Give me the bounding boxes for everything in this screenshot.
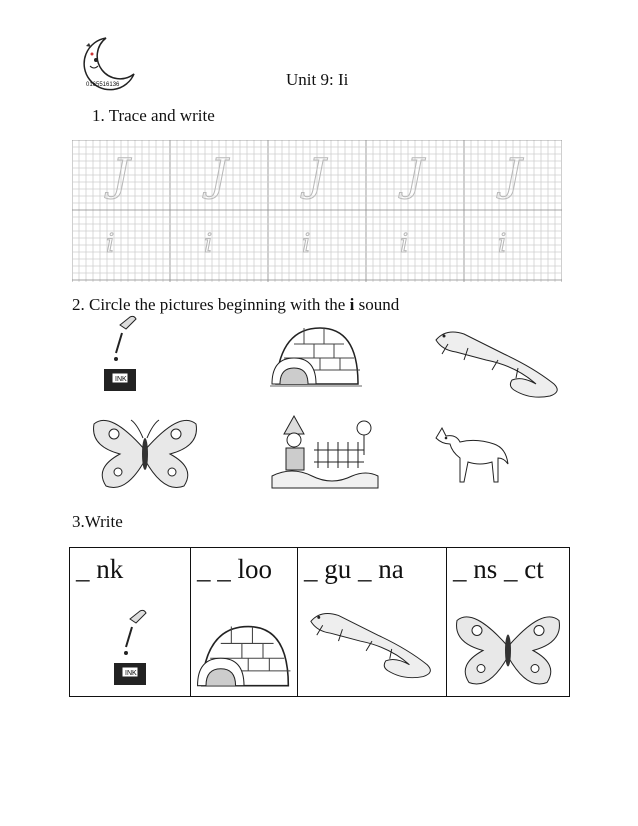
iguana-icon [298,600,446,692]
trace-letter-upper: J [112,150,130,201]
section-3-heading: 3.Write [72,512,123,531]
trace-letter-lower: i [498,229,507,259]
trace-letter-upper: J [406,150,424,201]
tracing-grid [72,140,562,282]
iguana-icon [428,320,568,410]
write-prompt: _ ns _ ct [453,554,544,584]
write-prompt: _ nk [76,554,124,584]
ink-label: INK [125,670,137,677]
section-2-bold: i [349,295,355,314]
write-cell[interactable] [70,548,191,697]
page-title: Unit 9: Ii [286,70,349,89]
trace-letter-upper: J [504,150,522,201]
write-cell[interactable] [298,548,447,697]
write-cell[interactable] [191,548,298,697]
igloo-icon [270,318,362,390]
butterfly-icon [90,410,200,495]
butterfly-icon [447,606,569,692]
section-1-heading: 1. Trace and write [92,106,215,125]
moon-logo [76,34,140,94]
section-2-heading [72,295,399,315]
fox-icon [432,418,512,488]
ink-icon [90,315,150,395]
trace-letter-lower: i [400,229,409,259]
trace-letter-lower: i [302,229,311,259]
write-prompt: _ _ loo [197,554,273,584]
logo-label: 0165516136 [86,82,120,88]
trace-letter-lower: i [204,229,213,259]
write-cell[interactable] [447,548,570,697]
section-2-prefix: 2. Circle the pictures beginning with the [72,295,350,314]
section-2-suffix: sound [354,295,400,314]
trace-letter-upper: J [308,150,326,201]
gnome-garden-icon [268,412,380,492]
write-row [70,548,570,697]
write-prompt: _ gu _ na [304,554,404,584]
write-table [69,547,570,697]
igloo-icon [191,616,297,692]
ink-label: INK [115,376,127,383]
trace-letter-upper: J [210,150,228,201]
trace-letter-lower: i [106,229,115,259]
ink-icon [70,606,190,692]
